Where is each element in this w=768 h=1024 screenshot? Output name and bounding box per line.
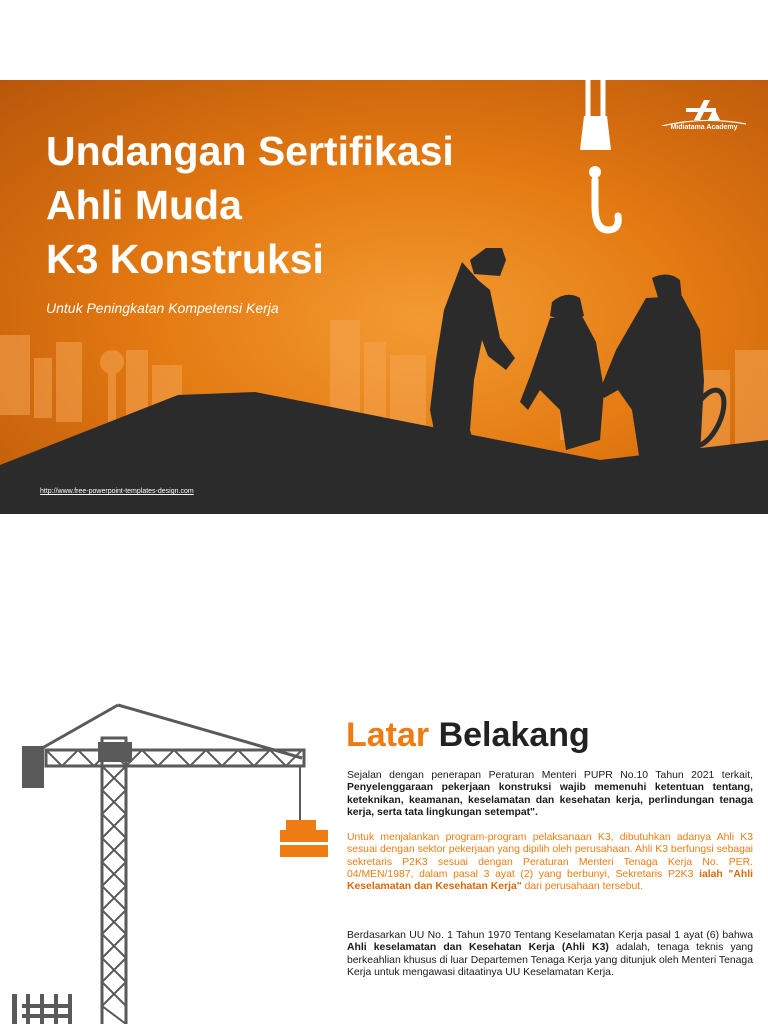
midiatama-logo-icon — [658, 96, 750, 126]
section-heading — [346, 716, 590, 755]
heading-main-word: Belakang — [438, 716, 590, 754]
crane-counterweight — [22, 746, 44, 788]
midiatama-logo — [658, 96, 750, 144]
p2-text-end: dari perusahaan tersebut. — [521, 881, 644, 893]
crane-cargo — [280, 820, 328, 857]
p1-text: Sejalan dengan penerapan Peraturan Menteri PUPR No.10 Tahun 2021 terkait, — [347, 770, 753, 781]
template-url-link[interactable]: http://www.free-powerpoint-templates-design.com — [40, 488, 194, 495]
crane-cab — [98, 742, 132, 762]
p2-bold: ialah "Ahli Keselamatan dan Kesehatan Kerja" — [347, 868, 753, 893]
p3-text: Berdasarkan UU No. 1 Tahun 1970 Tentang Keselamatan Kerja pasal 1 ayat (6) bahwa — [347, 930, 753, 941]
crane-lattice — [46, 750, 302, 1024]
title-slide — [0, 80, 768, 514]
crane-structure — [30, 705, 304, 1024]
paragraph-uu-1970 — [347, 930, 753, 979]
slide-subtitle: Untuk Peningkatan Kompetensi Kerja — [46, 300, 279, 316]
p1-bold: Penyelenggaraan pekerjaan konstruksi wajib memenuhi ketentuan tentang, keteknikan, keamanan, keselamatan dan kesehatan kerja, perlindungan tenaga kerja, serta tata lingkungan setempat". — [347, 782, 753, 818]
p2-text: Untuk menjalankan program-program pelaksanaan K3, dibutuhkan adanya Ahli K3 sesuai dengan sektor pekerjaan yang dipilih oleh perusahaan. Ahli K3 berfungsi sebagai sekretaris P2K3 sesuai dengan Peraturan Menteri Tenaga Kerja No. PER. 04/MEN/1987, dalam pasal 3 ayat (2) yang berbunyi, Sekretaris P2K3 — [347, 832, 753, 880]
title-line-3: K3 Konstruksi — [46, 236, 324, 282]
p3-text-end: adalah, tenaga teknis yang berkeahlian khusus di luar Departemen Tenaga Kerja yang ditunjuk oleh Menteri Tenaga Kerja untuk mengawasi ditaatinya UU Keselamatan Kerja. — [347, 942, 753, 978]
workers-silhouette — [430, 248, 731, 462]
building-scaffold — [12, 994, 72, 1024]
title-line-1: Undangan Sertifikasi — [46, 128, 454, 174]
paragraph-regulation-pupr — [347, 770, 753, 819]
p3-bold: Ahli keselamatan dan Kesehatan Kerja (Ahli K3) — [347, 942, 609, 954]
slide-title — [46, 124, 454, 286]
tower-crane-illustration — [0, 690, 330, 1024]
heading-accent-word: Latar — [346, 716, 430, 754]
paragraph-p2k3 — [347, 832, 753, 893]
crane-hook — [580, 80, 618, 230]
logo-text: Midiatama Academy — [670, 124, 738, 131]
title-line-2: Ahli Muda — [46, 182, 242, 228]
background-slide — [0, 690, 768, 1024]
